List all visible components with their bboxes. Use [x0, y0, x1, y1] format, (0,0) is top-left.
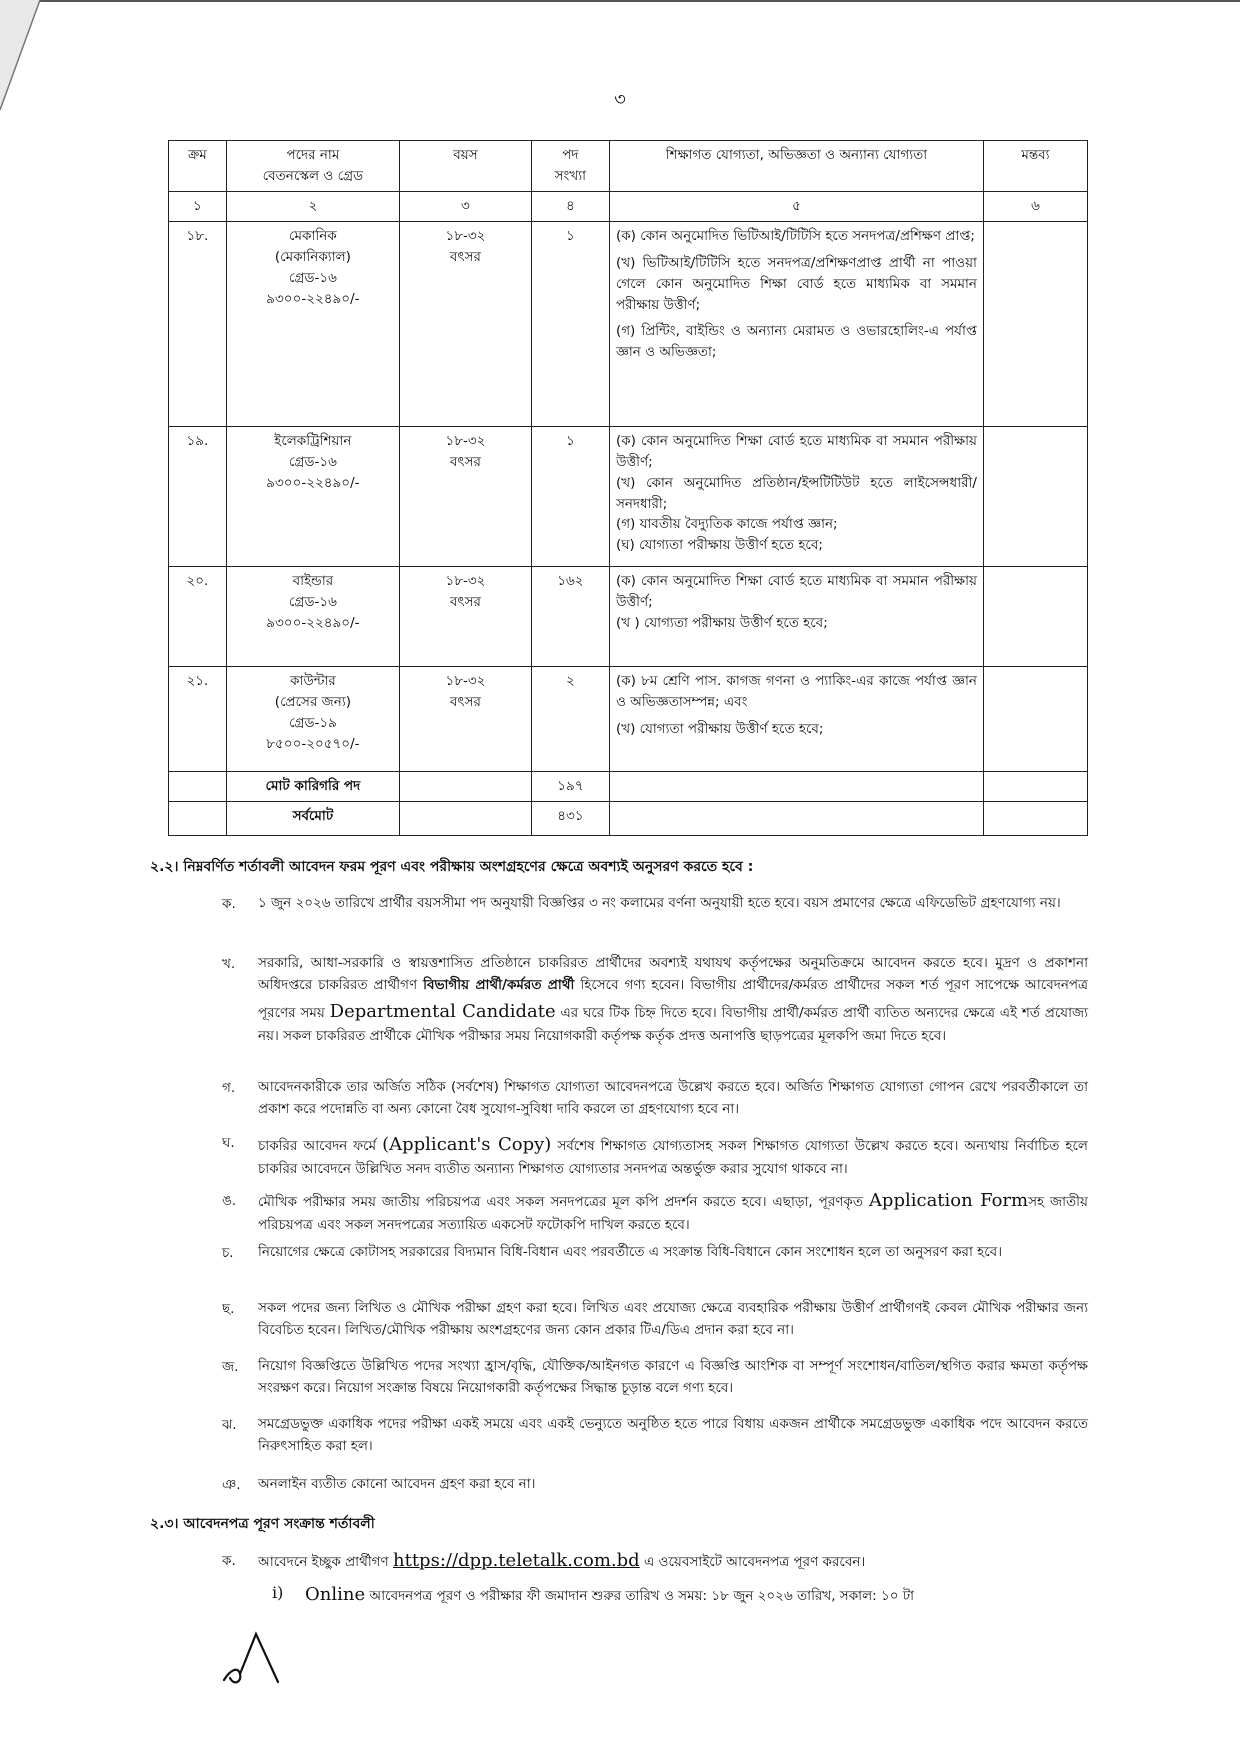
item-mark: গ. [222, 1080, 236, 1096]
row-post-name: বাইন্ডার গ্রেড-১৬ ৯৩০০-২২৪৯০/- [226, 566, 399, 666]
empty-cell [400, 801, 532, 835]
header-qualification: শিক্ষাগত যোগ্যতা, অভিজ্ঞতা ও অন্যান্য যোগ্যতা [609, 141, 983, 192]
page-number: ৩ [614, 89, 626, 110]
item-mark: ক. [222, 896, 236, 912]
row-count: ২ [531, 666, 609, 771]
row-qualification [609, 426, 983, 566]
row-serial: ১৯. [169, 426, 227, 566]
row-post-name: ইলেকট্রিশিয়ান গ্রেড-১৬ ৯৩০০-২২৪৯০/- [226, 426, 399, 566]
item-mark: খ. [222, 956, 236, 972]
col-number: ১ [169, 191, 227, 221]
condition-cha: সকল পদের জন্য লিখিত ও মৌখিক পরীক্ষা গ্রহণ করা হবে। লিখিত এবং প্রযোজ্য ক্ষেত্রে ব্যবহারিক পরীক্ষায় উত্তীর্ণ প্রার্থীগণই কেবল মৌখিক পরীক্ষার জন্য বিবেচিত হবেন। লিখিত/মৌখিক পরীক্ষায় অংশগ্রহণের জন্য কোন প্রকার টিএ/ডিএ প্রদান করা হবে না। [258, 1300, 1088, 1338]
empty-cell [169, 801, 227, 835]
qualification-item: (ক) কোন অনুমোদিত শিক্ষা বোর্ড হতে মাধ্যমিক বা সমমান পরীক্ষায় উত্তীর্ণ; [615, 572, 977, 610]
section-2-2-heading: ২.২। নিম্নবর্ণিত শর্তাবলী আবেদন ফরম পূরণ এবং পরীক্ষায় অংশগ্রহণের ক্ষেত্রে অবশ্যই অনুসরণ করতে হবে : [150, 859, 754, 875]
item-mark: ঝ. [222, 1417, 237, 1433]
row-post-name: মেকানিক (মেকানিক্যাল) গ্রেড-১৬ ৯৩০০-২২৪৯০/- [226, 221, 399, 426]
total-technical-value: ১৯৭ [531, 771, 609, 801]
row-count: ১ [531, 426, 609, 566]
header-count: পদ সংখ্যা [531, 141, 609, 192]
row-serial: ২১. [169, 666, 227, 771]
condition-ja: নিয়োগ বিজ্ঞপ্তিতে উল্লিখিত পদের সংখ্যা হ্রাস/বৃদ্ধি, যৌক্তিক/আইনগত কারণে এ বিজ্ঞপ্তি আংশিক বা সম্পূর্ণ সংশোধন/বাতিল/স্থগিত করার ক্ষমতা কর্তৃপক্ষ সংরক্ষণ করে। নিয়োগ সংক্রান্ত বিষয়ে নিয়োগকারী কর্তৃপক্ষের সিদ্ধান্ত চূড়ান্ত বলে গণ্য হবে। [258, 1358, 1088, 1396]
total-technical-label: মোট কারিগরি পদ [226, 771, 399, 801]
header-age: বয়স [400, 141, 532, 192]
table-header-row [169, 141, 1088, 192]
row-remarks [983, 666, 1087, 771]
row-serial: ২০. [169, 566, 227, 666]
row-remarks [983, 426, 1087, 566]
row-age: ১৮-৩২ বৎসর [400, 426, 532, 566]
empty-cell [609, 771, 983, 801]
condition-ga: আবেদনকারীকে তার অর্জিত সঠিক (সর্বশেষ) শিক্ষাগত যোগ্যতা আবেদনপত্রে উল্লেখ করতে হবে। অর্জিত শিক্ষাগত যোগ্যতা গোপন রেখে পরবর্তীকালে তা প্রকাশ করে পদোন্নতি বা অন্য কোনো বৈধ সুযোগ-সুবিধা দাবি করলে তা গ্রহণযোগ্য হবে না। [258, 1079, 1088, 1117]
col-number: ৩ [400, 191, 532, 221]
section-2-3-heading: ২.৩। আবেদনপত্র পূরণ সংক্রান্ত শর্তাবলী [150, 1516, 375, 1532]
row-age: ১৮-৩২ বৎসর [400, 221, 532, 426]
condition-jha: সমগ্রেডভুক্ত একাধিক পদের পরীক্ষা একই সময়ে এবং একই ভেন্যুতে অনুষ্ঠিত হতে পারে বিধায় একজন প্রার্থীকে সমগ্রেডভুক্ত একাধিক পদে আবেদন করতে নিরুৎসাহিত করা হল। [258, 1416, 1088, 1454]
col-number: ৫ [609, 191, 983, 221]
row-qualification [609, 566, 983, 666]
col-number: ৪ [531, 191, 609, 221]
header-serial: ক্রম [169, 141, 227, 192]
col-number: ২ [226, 191, 399, 221]
grand-total-value: ৪৩১ [531, 801, 609, 835]
condition-uma: মৌখিক পরীক্ষার সময় জাতীয় পরিচয়পত্র এবং সকল সনদপত্রের মূল কপি প্রদর্শন করতে হবে। এছাড়া, পূরণকৃত Application Formসহ জাতীয় পরিচয়পত্র এবং সকল সনদপত্রের সত্যায়িত একসেট ফটোকপি দাখিল করতে হবে। [258, 1190, 1088, 1234]
qualification-item: (গ) প্রিন্টিং, বাইন্ডিং ও অন্যান্য মেরামত ও ওভারহোলিং-এ পর্যাপ্ত জ্ঞান ও অভিজ্ঞতা; [615, 323, 977, 361]
item-mark: ক. [222, 1553, 236, 1569]
table-row [169, 566, 1088, 666]
online-start-date-line: Online আবেদনপত্র পূরণ ও পরীক্ষার ফী জমাদান শুরুর তারিখ ও সময়: ১৮ জুন ২০২৬ তারিখ, সকাল: ১০ টা [305, 1584, 915, 1605]
qualification-item: (খ ) যোগ্যতা পরীক্ষায় উত্তীর্ণ হতে হবে; [615, 614, 828, 631]
column-number-row [169, 191, 1088, 221]
row-count: ১৬২ [531, 566, 609, 666]
empty-cell [169, 771, 227, 801]
row-age: ১৮-৩২ বৎসর [400, 566, 532, 666]
row-qualification [609, 221, 983, 426]
sub-item-mark: i) [272, 1583, 284, 1602]
empty-cell [983, 771, 1087, 801]
empty-cell [983, 801, 1087, 835]
table-row [169, 221, 1088, 426]
condition-nya: অনলাইন ব্যতীত কোনো আবেদন গ্রহণ করা হবে না। [258, 1476, 536, 1492]
condition-ka: ১ জুন ২০২৬ তারিখে প্রার্থীর বয়সসীমা পদ অনুযায়ী বিজ্ঞপ্তির ৩ নং কলামের বর্ণনা অনুযায়ী হতে হবে। বয়স প্রমাণের ক্ষেত্রে এফিডেভিট গ্রহণযোগ্য নয়। [258, 895, 1061, 911]
row-age: ১৮-৩২ বৎসর [400, 666, 532, 771]
header-remarks: মন্তব্য [983, 141, 1087, 192]
condition-kha: সরকারি, আধা-সরকারি ও স্বায়ত্তশাসিত প্রতিষ্ঠানে চাকরিরত প্রার্থীদের অবশ্যই যথাযথ কর্তৃপক্ষের অনুমতিক্রমে আবেদন করতে হবে। মুদ্রণ ও প্রকাশনা অধিদপ্তরে চাকরিরত প্রার্থীগণ বিভাগীয় প্রার্থী/কর্মরত প্রার্থী হিসেবে গণ্য হবেন। বিভাগীয় প্রার্থীদের/কর্মরত প্রার্থীদের সকল শর্ত পূরণ সাপেক্ষে আবেদনপত্র পূরণের সময় Departmental Candidate এর ঘরে টিক চিহ্ন দিতে হবে। বিভাগীয় প্রার্থী/কর্মরত প্রার্থী ব্যতিত অন্যদের ক্ষেত্রে এই শর্ত প্রযোজ্য নয়। সকল চাকরিরত প্রার্থীকে মৌখিক পরীক্ষার সময় নিয়োগকারী কর্তৃপক্ষ কর্তৃক প্রদত্ত অনাপত্তি ছাড়পত্রের মূলকপি জমা দিতে হবে। [258, 955, 1088, 1044]
table-row [169, 666, 1088, 771]
teletalk-website-link[interactable]: https://dpp.teletalk.com.bd [393, 1550, 640, 1571]
col-number: ৬ [983, 191, 1087, 221]
item-mark: ছ. [222, 1301, 235, 1317]
row-qualification [609, 666, 983, 771]
qualification-item: (ক) ৮ম শ্রেণি পাস. কাগজ গণনা ও প্যাকিং-এর কাজে পর্যাপ্ত জ্ঞান ও অভিজ্ঞতাসম্পন্ন; এবং [615, 672, 977, 710]
signature-initial [218, 1630, 288, 1690]
condition-ca: নিয়োগের ক্ষেত্রে কোটাসহ সরকারের বিদ্যমান বিধি-বিধান এবং পরবর্তীতে এ সংক্রান্ত বিধি-বিধানে কোন সংশোধন হলে তা অনুসরণ করা হবে। [258, 1244, 1003, 1260]
empty-cell [609, 801, 983, 835]
empty-cell [400, 771, 532, 801]
item-mark: ঙ. [222, 1193, 237, 1209]
application-website-line: আবেদনে ইচ্ছুক প্রার্থীগণ https://dpp.teletalk.com.bd এ ওয়েবসাইটে আবেদনপত্র পূরণ করবেন। [258, 1550, 866, 1571]
row-post-name: কাউন্টার (প্রেসের জন্য) গ্রেড-১৯ ৮৫০০-২০৫৭০/- [226, 666, 399, 771]
qualification-item: (খ) যোগ্যতা পরীক্ষায় উত্তীর্ণ হতে হবে; [615, 720, 824, 737]
item-mark: জ. [222, 1359, 239, 1375]
total-technical-row [169, 771, 1088, 801]
item-mark: ঘ. [222, 1135, 235, 1151]
qualification-item: (ক) কোন অনুমোদিত শিক্ষা বোর্ড হতে মাধ্যমিক বা সমমান পরীক্ষায় উত্তীর্ণ; [615, 432, 977, 470]
row-serial: ১৮. [169, 221, 227, 426]
row-remarks [983, 221, 1087, 426]
table-row [169, 426, 1088, 566]
condition-gha: চাকরির আবেদন ফর্মে (Applicant's Copy) সর্বশেষ শিক্ষাগত যোগ্যতাসহ সকল শিক্ষাগত যোগ্যতা উল্লেখ করতে হবে। অন্যথায় নির্বাচিত হলে চাকরির আবেদনে উল্লিখিত সনদ ব্যতীত অন্যান্য শিক্ষাগত যোগ্যতার সনদপত্র অন্তর্ভুক্ত করার সুযোগ থাকবে না। [258, 1134, 1088, 1178]
qualification-item: (গ) যাবতীয় বৈদ্যুতিক কাজে পর্যাপ্ত জ্ঞান; [615, 516, 838, 533]
grand-total-label: সর্বমোট [226, 801, 399, 835]
page-top-edge [40, 0, 1240, 2]
qualification-item: (ঘ) যোগ্যতা পরীক্ষায় উত্তীর্ণ হতে হবে; [615, 537, 823, 554]
qualification-item: (ক) কোন অনুমোদিত ভিটিআই/টিটিসি হতে সনদপত্র/প্রশিক্ষণ প্রাপ্ত; [615, 227, 975, 244]
item-mark: চ. [222, 1245, 234, 1261]
header-post-name: পদের নাম বেতনস্কেল ও গ্রেড [226, 141, 399, 192]
item-mark: ঞ. [222, 1477, 241, 1493]
grand-total-row [169, 801, 1088, 835]
qualification-item: (খ) ভিটিআই/টিটিসি হতে সনদপত্র/প্রশিক্ষণপ্রাপ্ত প্রার্থী না পাওয়া গেলে কোন অনুমোদিত শিক্ষা বোর্ড হতে মাধ্যমিক বা সমমান পরীক্ষায় উত্তীর্ণ; [615, 254, 977, 313]
row-count: ১ [531, 221, 609, 426]
posts-table [168, 140, 1088, 836]
qualification-item: (খ) কোন অনুমোদিত প্রতিষ্ঠান/ইন্সটিটিউট হতে লাইসেন্সধারী/ সনদধারী; [615, 474, 977, 512]
row-remarks [983, 566, 1087, 666]
